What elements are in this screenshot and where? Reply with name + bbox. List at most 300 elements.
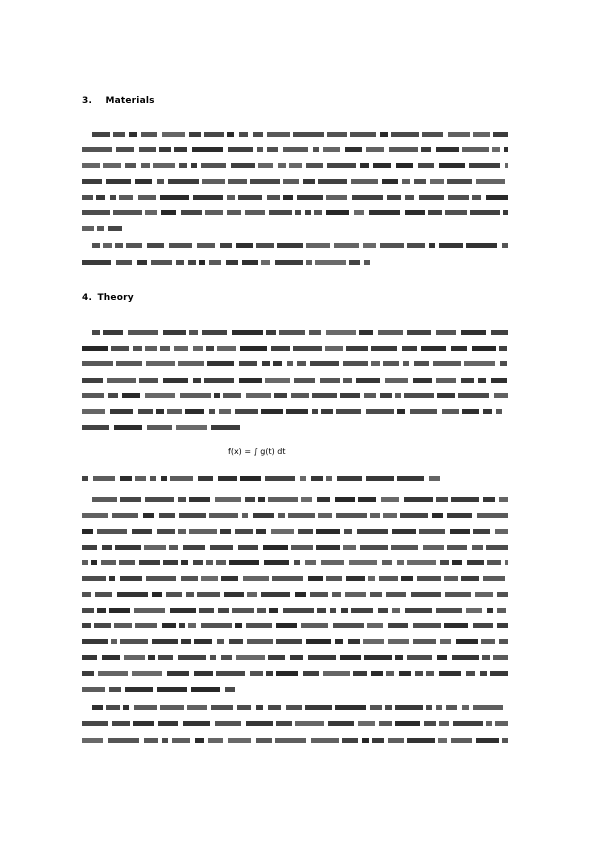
word-block — [219, 409, 231, 414]
word-block — [120, 497, 141, 502]
word-block — [380, 132, 388, 137]
word-block — [306, 163, 323, 168]
word-block — [192, 147, 223, 152]
word-block — [405, 195, 414, 200]
word-block — [151, 260, 172, 265]
word-block — [345, 592, 366, 597]
word-block — [163, 560, 178, 565]
word-block — [228, 147, 253, 152]
word-block — [303, 671, 319, 676]
word-block — [320, 378, 340, 383]
word-block — [185, 409, 204, 414]
word-block — [82, 639, 108, 644]
word-block — [143, 513, 154, 518]
word-block — [283, 195, 293, 200]
word-block — [399, 671, 411, 676]
word-block — [364, 655, 392, 660]
word-block — [343, 361, 368, 366]
word-block — [191, 163, 197, 168]
word-block — [138, 195, 156, 200]
word-block — [148, 655, 155, 660]
word-block — [275, 738, 306, 743]
word-block — [267, 147, 278, 152]
word-block — [250, 671, 263, 676]
word-block — [167, 671, 189, 676]
word-block — [303, 179, 315, 184]
word-block — [472, 545, 483, 550]
word-block — [363, 243, 376, 248]
text-line — [82, 623, 508, 628]
word-block — [312, 393, 337, 398]
word-block — [385, 378, 408, 383]
word-block — [311, 738, 339, 743]
text-line — [82, 226, 122, 231]
word-block — [120, 476, 132, 481]
word-block — [360, 163, 369, 168]
word-block — [290, 655, 303, 660]
word-block — [423, 545, 444, 550]
section-number: 3. — [82, 96, 93, 106]
word-block — [392, 608, 400, 613]
word-block — [221, 576, 238, 581]
word-block — [326, 476, 332, 481]
word-block — [414, 179, 426, 184]
word-block — [445, 592, 471, 597]
word-block — [312, 409, 318, 414]
text-line — [82, 147, 508, 152]
text-line — [82, 545, 508, 550]
word-block — [141, 163, 150, 168]
word-block — [202, 330, 227, 335]
word-block — [119, 560, 135, 565]
word-block — [228, 738, 251, 743]
word-block — [371, 671, 383, 676]
word-block — [82, 195, 93, 200]
word-block — [145, 497, 174, 502]
word-block — [239, 132, 248, 137]
word-block — [110, 409, 133, 414]
word-block — [387, 195, 401, 200]
word-block — [108, 393, 118, 398]
word-block — [402, 179, 410, 184]
word-block — [152, 592, 162, 597]
word-block — [491, 330, 508, 335]
word-block — [295, 592, 306, 597]
word-block — [97, 608, 106, 613]
word-block — [413, 639, 436, 644]
word-block — [413, 378, 432, 383]
word-block — [102, 545, 112, 550]
text-line — [82, 346, 507, 351]
word-block — [166, 592, 182, 597]
word-block — [310, 361, 339, 366]
word-block — [82, 655, 97, 660]
word-block — [321, 560, 344, 565]
word-block — [407, 330, 431, 335]
word-block — [317, 608, 326, 613]
word-block — [391, 545, 418, 550]
word-block — [486, 721, 492, 726]
text-line — [82, 409, 502, 414]
word-block — [495, 529, 508, 534]
word-block — [183, 721, 210, 726]
word-block — [189, 529, 217, 534]
word-block — [119, 195, 133, 200]
word-block — [458, 393, 489, 398]
formula-text: f(x) = ∫ g(t) dt — [228, 447, 286, 456]
word-block — [236, 655, 265, 660]
word-block — [436, 608, 462, 613]
word-block — [287, 361, 293, 366]
word-block — [122, 393, 140, 398]
word-block — [144, 738, 158, 743]
word-block — [462, 705, 469, 710]
word-block — [209, 409, 215, 414]
word-block — [505, 560, 508, 565]
word-block — [504, 147, 508, 152]
word-block — [243, 576, 269, 581]
text-line — [92, 330, 508, 335]
word-block — [283, 179, 299, 184]
word-block — [256, 705, 263, 710]
word-block — [467, 560, 484, 565]
word-block — [439, 163, 465, 168]
word-block — [267, 195, 280, 200]
word-block — [82, 529, 93, 534]
word-block — [461, 378, 474, 383]
word-block — [242, 260, 258, 265]
word-block — [325, 346, 343, 351]
word-block — [179, 163, 187, 168]
word-block — [125, 163, 136, 168]
word-block — [344, 529, 352, 534]
word-block — [349, 260, 360, 265]
word-block — [354, 210, 364, 215]
word-block — [476, 738, 499, 743]
word-block — [370, 513, 380, 518]
word-block — [246, 393, 271, 398]
text-line — [82, 260, 370, 265]
word-block — [358, 721, 375, 726]
word-block — [215, 721, 241, 726]
word-block — [129, 132, 137, 137]
word-block — [335, 497, 355, 502]
word-block — [306, 243, 330, 248]
word-block — [147, 425, 172, 430]
text-line — [82, 163, 508, 168]
word-block — [305, 560, 316, 565]
word-block — [227, 132, 234, 137]
word-block — [327, 132, 347, 137]
word-block — [473, 132, 490, 137]
word-block — [358, 497, 376, 502]
word-block — [92, 705, 103, 710]
word-block — [111, 639, 117, 644]
word-block — [273, 361, 282, 366]
word-block — [462, 147, 489, 152]
word-block — [276, 623, 297, 628]
word-block — [107, 378, 136, 383]
word-block — [240, 476, 261, 481]
word-block — [310, 592, 328, 597]
word-block — [407, 560, 436, 565]
word-block — [132, 529, 152, 534]
word-block — [482, 655, 490, 660]
word-block — [461, 576, 479, 581]
word-block — [145, 210, 157, 215]
word-block — [402, 346, 417, 351]
word-block — [153, 163, 175, 168]
word-block — [82, 393, 104, 398]
word-block — [499, 497, 508, 502]
word-block — [174, 346, 188, 351]
word-block — [180, 393, 211, 398]
word-block — [343, 545, 356, 550]
word-block — [266, 671, 273, 676]
word-block — [364, 260, 370, 265]
word-block — [405, 210, 425, 215]
word-block — [473, 705, 503, 710]
word-block — [158, 721, 178, 726]
word-block — [276, 721, 292, 726]
word-block — [220, 529, 231, 534]
word-block — [145, 393, 175, 398]
word-block — [496, 409, 502, 414]
word-block — [117, 592, 148, 597]
word-block — [371, 346, 397, 351]
word-block — [464, 361, 495, 366]
word-block — [223, 393, 241, 398]
word-block — [417, 576, 441, 581]
word-block — [415, 671, 423, 676]
word-block — [126, 243, 142, 248]
word-block — [170, 608, 196, 613]
word-block — [135, 179, 152, 184]
word-block — [271, 346, 290, 351]
word-block — [345, 147, 362, 152]
word-block — [82, 513, 108, 518]
text-line — [82, 476, 440, 481]
word-block — [82, 361, 113, 366]
word-block — [150, 476, 156, 481]
word-block — [422, 132, 443, 137]
text-line — [82, 576, 505, 581]
word-block — [439, 671, 461, 676]
word-block — [395, 393, 401, 398]
word-block — [199, 260, 205, 265]
word-block — [336, 409, 361, 414]
word-block — [160, 346, 170, 351]
text-line — [82, 425, 240, 430]
word-block — [82, 576, 106, 581]
word-block — [286, 409, 308, 414]
word-block — [135, 623, 157, 628]
word-block — [204, 132, 224, 137]
word-block — [193, 378, 201, 383]
word-block — [82, 378, 103, 383]
word-block — [120, 639, 148, 644]
word-block — [271, 529, 294, 534]
word-block — [115, 243, 123, 248]
word-block — [103, 330, 123, 335]
word-block — [158, 655, 173, 660]
word-block — [291, 545, 313, 550]
section-title: Materials — [105, 96, 155, 106]
word-block — [116, 147, 134, 152]
word-block — [448, 132, 470, 137]
word-block — [383, 361, 399, 366]
word-block — [220, 243, 232, 248]
word-block — [385, 705, 392, 710]
word-block — [442, 409, 459, 414]
word-block — [436, 705, 442, 710]
word-block — [242, 513, 248, 518]
word-block — [269, 608, 278, 613]
word-block — [193, 195, 223, 200]
word-block — [453, 721, 483, 726]
word-block — [334, 243, 359, 248]
word-block — [486, 195, 508, 200]
word-block — [440, 560, 449, 565]
section-number: 4. — [82, 293, 93, 303]
word-block — [205, 210, 223, 215]
word-block — [92, 497, 117, 502]
word-block — [216, 671, 245, 676]
word-block — [444, 576, 458, 581]
word-block — [197, 243, 215, 248]
word-block — [109, 576, 115, 581]
word-block — [102, 655, 120, 660]
word-block — [269, 210, 292, 215]
text-line — [82, 738, 508, 743]
word-block — [82, 721, 108, 726]
word-block — [276, 671, 298, 676]
word-block — [189, 497, 210, 502]
word-block — [188, 623, 196, 628]
word-block — [466, 243, 497, 248]
word-block — [492, 147, 500, 152]
word-block — [311, 476, 323, 481]
word-block — [207, 361, 234, 366]
word-block — [380, 243, 404, 248]
word-block — [235, 623, 242, 628]
word-block — [340, 655, 361, 660]
word-block — [364, 393, 376, 398]
word-block — [268, 497, 298, 502]
word-block — [478, 378, 486, 383]
word-block — [113, 132, 125, 137]
word-block — [116, 260, 132, 265]
word-block — [161, 210, 176, 215]
word-block — [92, 132, 110, 137]
word-block — [256, 529, 266, 534]
word-block — [356, 378, 380, 383]
word-block — [265, 476, 295, 481]
word-block — [323, 671, 350, 676]
word-block — [369, 210, 400, 215]
word-block — [268, 655, 285, 660]
word-block — [96, 195, 105, 200]
word-block — [480, 671, 487, 676]
word-block — [278, 513, 285, 518]
word-block — [301, 623, 328, 628]
word-block — [295, 210, 301, 215]
word-block — [135, 476, 146, 481]
word-block — [419, 195, 444, 200]
word-block — [101, 560, 116, 565]
word-block — [103, 163, 121, 168]
word-block — [340, 393, 360, 398]
word-block — [93, 476, 115, 481]
word-block — [497, 608, 506, 613]
word-block — [162, 623, 176, 628]
word-block — [469, 163, 500, 168]
word-block — [350, 132, 376, 137]
word-block — [176, 260, 184, 265]
word-block — [209, 513, 238, 518]
word-block — [218, 476, 237, 481]
word-block — [137, 260, 147, 265]
word-block — [451, 738, 472, 743]
word-block — [428, 210, 442, 215]
word-block — [439, 721, 449, 726]
word-block — [380, 393, 392, 398]
word-block — [181, 576, 198, 581]
word-block — [461, 330, 486, 335]
word-block — [429, 243, 435, 248]
word-block — [161, 476, 167, 481]
word-block — [112, 513, 138, 518]
word-block — [157, 529, 175, 534]
word-block — [333, 623, 364, 628]
word-block — [371, 361, 380, 366]
word-block — [477, 513, 508, 518]
word-block — [383, 513, 397, 518]
word-block — [245, 497, 255, 502]
word-block — [318, 513, 332, 518]
word-block — [238, 195, 262, 200]
word-block — [188, 260, 196, 265]
word-block — [246, 721, 273, 726]
word-block — [92, 330, 100, 335]
text-line — [82, 687, 235, 692]
word-block — [326, 576, 342, 581]
word-block — [337, 476, 362, 481]
word-block — [206, 560, 213, 565]
word-block — [98, 671, 128, 676]
word-block — [351, 608, 373, 613]
word-block — [379, 576, 398, 581]
word-block — [386, 592, 406, 597]
word-block — [238, 545, 258, 550]
word-block — [134, 608, 165, 613]
word-block — [317, 497, 330, 502]
text-line — [92, 132, 508, 137]
word-block — [426, 671, 434, 676]
word-block — [494, 393, 508, 398]
word-block — [186, 592, 194, 597]
word-block — [206, 346, 214, 351]
word-block — [178, 529, 186, 534]
word-block — [92, 243, 100, 248]
word-block — [218, 608, 229, 613]
word-block — [199, 608, 214, 613]
word-block — [505, 163, 508, 168]
word-block — [349, 560, 377, 565]
word-block — [363, 639, 384, 644]
word-block — [253, 132, 263, 137]
word-block — [326, 210, 349, 215]
